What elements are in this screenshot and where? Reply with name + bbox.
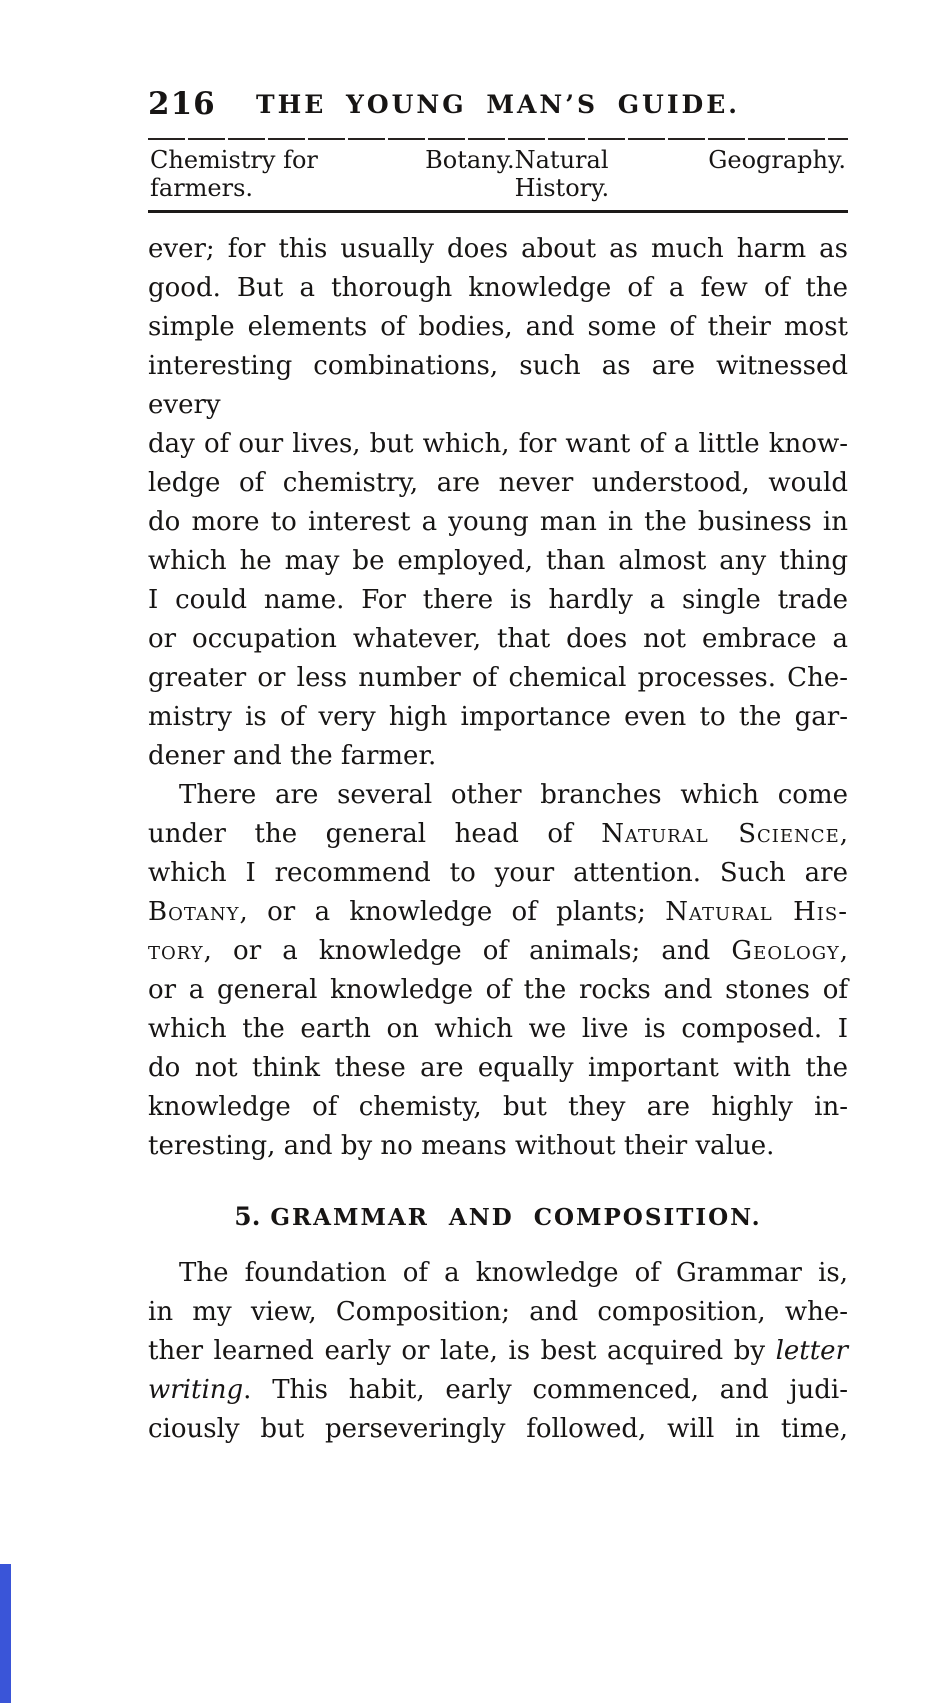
text-line <box>148 1010 848 1049</box>
guide-word: Natural History. <box>514 146 610 202</box>
italic-term: writing <box>148 1375 244 1405</box>
scan-artifact-strip <box>0 1564 11 1703</box>
small-caps-term: Natural Science <box>601 819 840 849</box>
text-segment: simple elements of bodies, and some of their most <box>148 312 848 342</box>
text-line <box>148 1293 848 1332</box>
text-segment: do more to interest a young man in the business in <box>148 507 848 537</box>
text-segment: teresting, and by no means without their value. <box>148 1131 775 1161</box>
text-line <box>148 776 848 815</box>
small-caps-term: Geology <box>731 936 840 966</box>
section-heading <box>148 1202 848 1231</box>
text-segment: good. But a thorough knowledge of a few of the <box>148 273 848 303</box>
guide-words-row <box>148 140 848 210</box>
text-segment: , or a knowledge of plants; <box>239 897 666 927</box>
body-text-lower <box>148 1254 848 1449</box>
small-caps-term: tory <box>148 936 204 966</box>
text-segment: or a general knowledge of the rocks and stones of <box>148 975 848 1005</box>
text-line <box>148 269 848 308</box>
small-caps-term: Botany <box>148 897 240 927</box>
guide-word: Botany. <box>425 146 515 174</box>
text-line <box>148 347 848 425</box>
text-line <box>148 1049 848 1088</box>
guide-word: Geography. <box>708 146 846 174</box>
text-segment: knowledge of chemisty, but they are highly in- <box>148 1092 848 1122</box>
text-segment: ciously but perseveringly followed, will in time, <box>148 1414 848 1444</box>
text-segment: day of our lives, but which, for want of a little know- <box>148 429 848 459</box>
text-segment: dener and the farmer. <box>148 741 437 771</box>
text-segment: ther learned early or late, is best acquired by <box>148 1336 776 1366</box>
guide-word: Chemistry for farmers. <box>150 146 318 202</box>
text-segment: I could name. For there is hardly a single trade <box>148 585 848 615</box>
text-segment: mistry is of very high importance even to the gar- <box>148 702 848 732</box>
text-line <box>148 464 848 503</box>
text-segment: interesting combinations, such as are witnessed every <box>148 351 848 420</box>
text-segment: do not think these are equally important with the <box>148 1053 848 1083</box>
text-line <box>148 1254 848 1293</box>
text-line <box>148 932 848 971</box>
section-title: GRAMMAR AND COMPOSITION. <box>270 1204 762 1231</box>
running-title: THE YOUNG MAN’S GUIDE. <box>256 90 740 119</box>
text-line <box>148 893 848 932</box>
text-line <box>148 503 848 542</box>
text-segment: , or a knowledge of animals; and <box>203 936 732 966</box>
text-line <box>148 1410 848 1449</box>
body-text-upper <box>148 230 848 1166</box>
text-line <box>148 542 848 581</box>
text-segment: in my view, Composition; and composition, whe- <box>148 1297 848 1327</box>
text-segment: ledge of chemistry, are never understood, would <box>148 468 848 498</box>
text-segment: which the earth on which we live is composed. I <box>148 1014 848 1044</box>
text-line <box>148 698 848 737</box>
header-rule-bottom <box>148 210 848 213</box>
text-line <box>148 854 848 893</box>
text-line <box>148 1332 848 1371</box>
page-header <box>148 86 848 124</box>
text-column <box>148 0 848 1449</box>
text-line <box>148 230 848 269</box>
page-number: 216 <box>148 86 216 122</box>
text-line <box>148 659 848 698</box>
text-line <box>148 1371 848 1410</box>
small-caps-term: Natural His- <box>665 897 848 927</box>
text-segment: which I recommend to your attention. Such are <box>148 858 848 888</box>
text-segment: under the general head of <box>148 819 602 849</box>
text-line <box>148 737 848 776</box>
text-line <box>148 425 848 464</box>
text-line <box>148 1127 848 1166</box>
text-segment: greater or less number of chemical processes. Che- <box>148 663 848 693</box>
text-line <box>148 620 848 659</box>
text-segment: or occupation whatever, that does not embrace a <box>148 624 848 654</box>
text-line <box>148 308 848 347</box>
text-segment: There are several other branches which come <box>179 780 848 810</box>
text-line <box>148 581 848 620</box>
italic-term: letter <box>775 1336 848 1366</box>
text-line <box>148 815 848 854</box>
text-segment: . This habit, early commenced, and judi- <box>243 1375 848 1405</box>
text-segment: , <box>839 936 848 966</box>
text-segment: The foundation of a knowledge of Grammar is, <box>179 1258 848 1288</box>
section-number: 5. <box>234 1202 261 1231</box>
text-segment: ever; for this usually does about as much harm as <box>148 234 848 264</box>
text-segment: , <box>839 819 848 849</box>
text-line <box>148 971 848 1010</box>
text-line <box>148 1088 848 1127</box>
text-segment: which he may be employed, than almost any thing <box>148 546 848 576</box>
